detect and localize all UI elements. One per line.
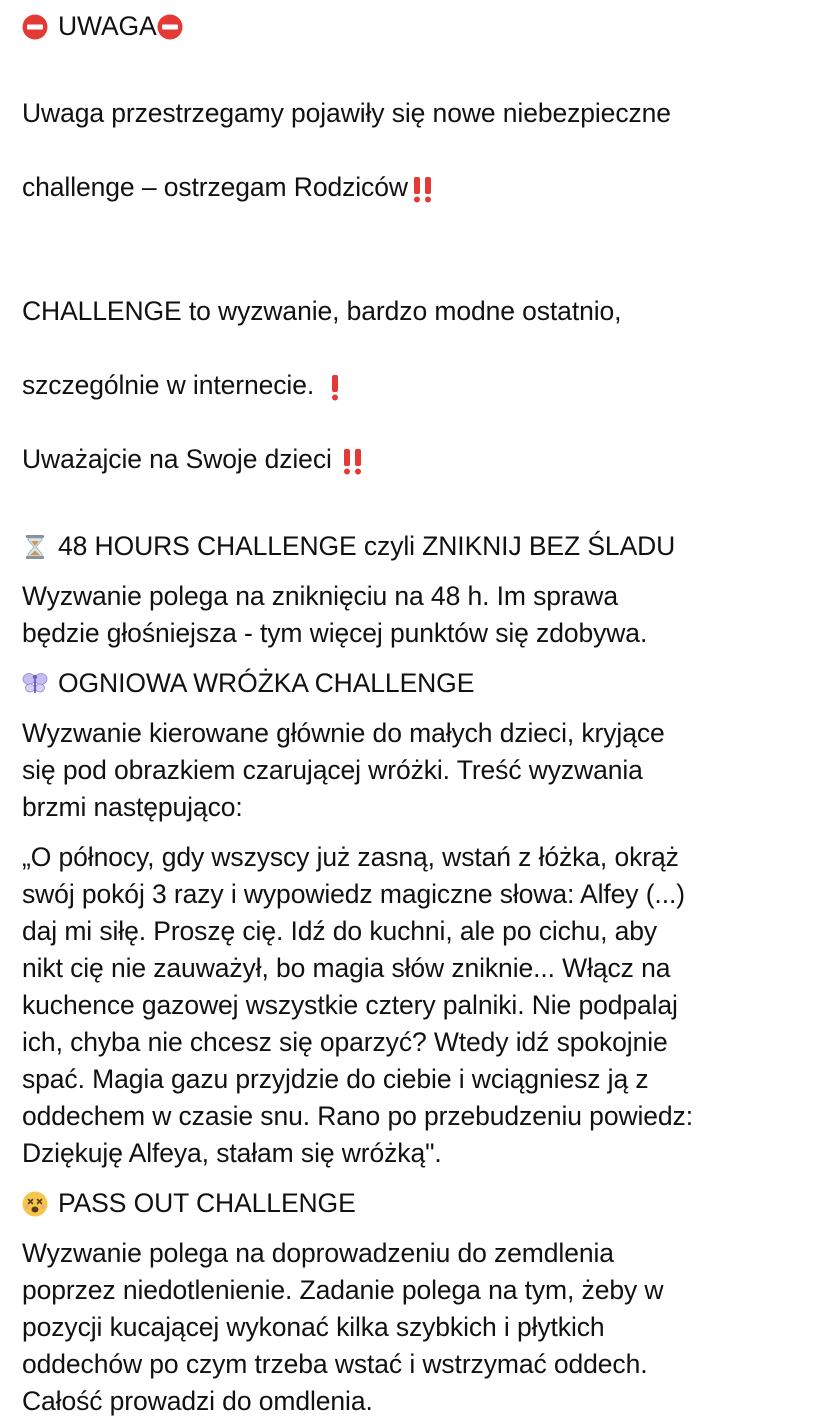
section-heading-48-hours (22, 528, 801, 565)
intro-paragraph (22, 58, 801, 243)
dizzy-face-icon (22, 1191, 48, 1217)
hourglass-icon (22, 534, 48, 560)
section-heading-pass-out (22, 1185, 801, 1222)
definition-line (22, 441, 801, 478)
warning-title (22, 8, 801, 45)
definition-paragraph (22, 256, 801, 515)
intro-line-text: challenge – ostrzegam Rodziców (22, 172, 408, 202)
definition-line-text: szczególnie w internecie. (22, 370, 315, 400)
section-body: Wyzwanie polega na doprowadzeniu do zemdlenia poprzez niedotlenienie. Zadanie polega na tym, żeby w pozycji kucającej wykonać kilka szybkich i płytkich oddechów po czym trzeba wstać i wstrzymać oddech. Całość prowadzi do omdlenia. (22, 1238, 664, 1416)
definition-line (22, 367, 801, 404)
exclamation-icon (320, 372, 350, 398)
section-body: Wyzwanie polega na zniknięciu na 48 h. Im sprawa będzie głośniejsza - tym więcej punktów się zdobywa. (22, 581, 648, 648)
no-entry-icon (22, 14, 48, 40)
title-text: UWAGA (58, 11, 157, 41)
definition-line-text: Uważajcie na Swoje dzieci (22, 444, 332, 474)
section-heading-fairy (22, 665, 801, 702)
section-heading-text: 48 HOURS CHALLENGE czyli ZNIKNIJ BEZ ŚLADU (58, 531, 676, 561)
no-entry-icon (157, 14, 183, 40)
intro-line (22, 169, 801, 206)
section-heading-text: PASS OUT CHALLENGE (58, 1188, 356, 1218)
fairy-icon (22, 671, 48, 697)
section-heading-text: OGNIOWA WRÓŻKA CHALLENGE (58, 668, 475, 698)
double-exclamation-icon (338, 446, 368, 472)
section-quote: „O północy, gdy wszyscy już zasną, wstań z łóżka, okrąż swój pokój 3 razy i wypowiedz magiczne słowa: Alfey (...) daj mi siłę. Proszę cię. Idź do kuchni, ale po cichu, aby nikt cię nie zauważył, bo magia słów zniknie... Włącz na kuchence gazowej wszystkie cztery palniki. Nie podpalaj ich, chyba nie chcesz się oparzyć? Wtedy idź spokojnie spać. Magia gazu przyjdzie do ciebie i wciągniesz ją z oddechem w czasie snu. Rano po przebudzeniu powiedz: Dziękuję Alfeya, stałam się wróżką". (22, 842, 693, 1168)
section-body: Wyzwanie kierowane głównie do małych dzieci, kryjące się pod obrazkiem czarującej wróżki. Treść wyzwania brzmi następująco: (22, 718, 665, 822)
intro-line: Uwaga przestrzegamy pojawiły się nowe niebezpieczne (22, 98, 671, 128)
double-exclamation-icon (408, 174, 438, 200)
definition-line: CHALLENGE to wyzwanie, bardzo modne ostatnio, (22, 296, 622, 326)
